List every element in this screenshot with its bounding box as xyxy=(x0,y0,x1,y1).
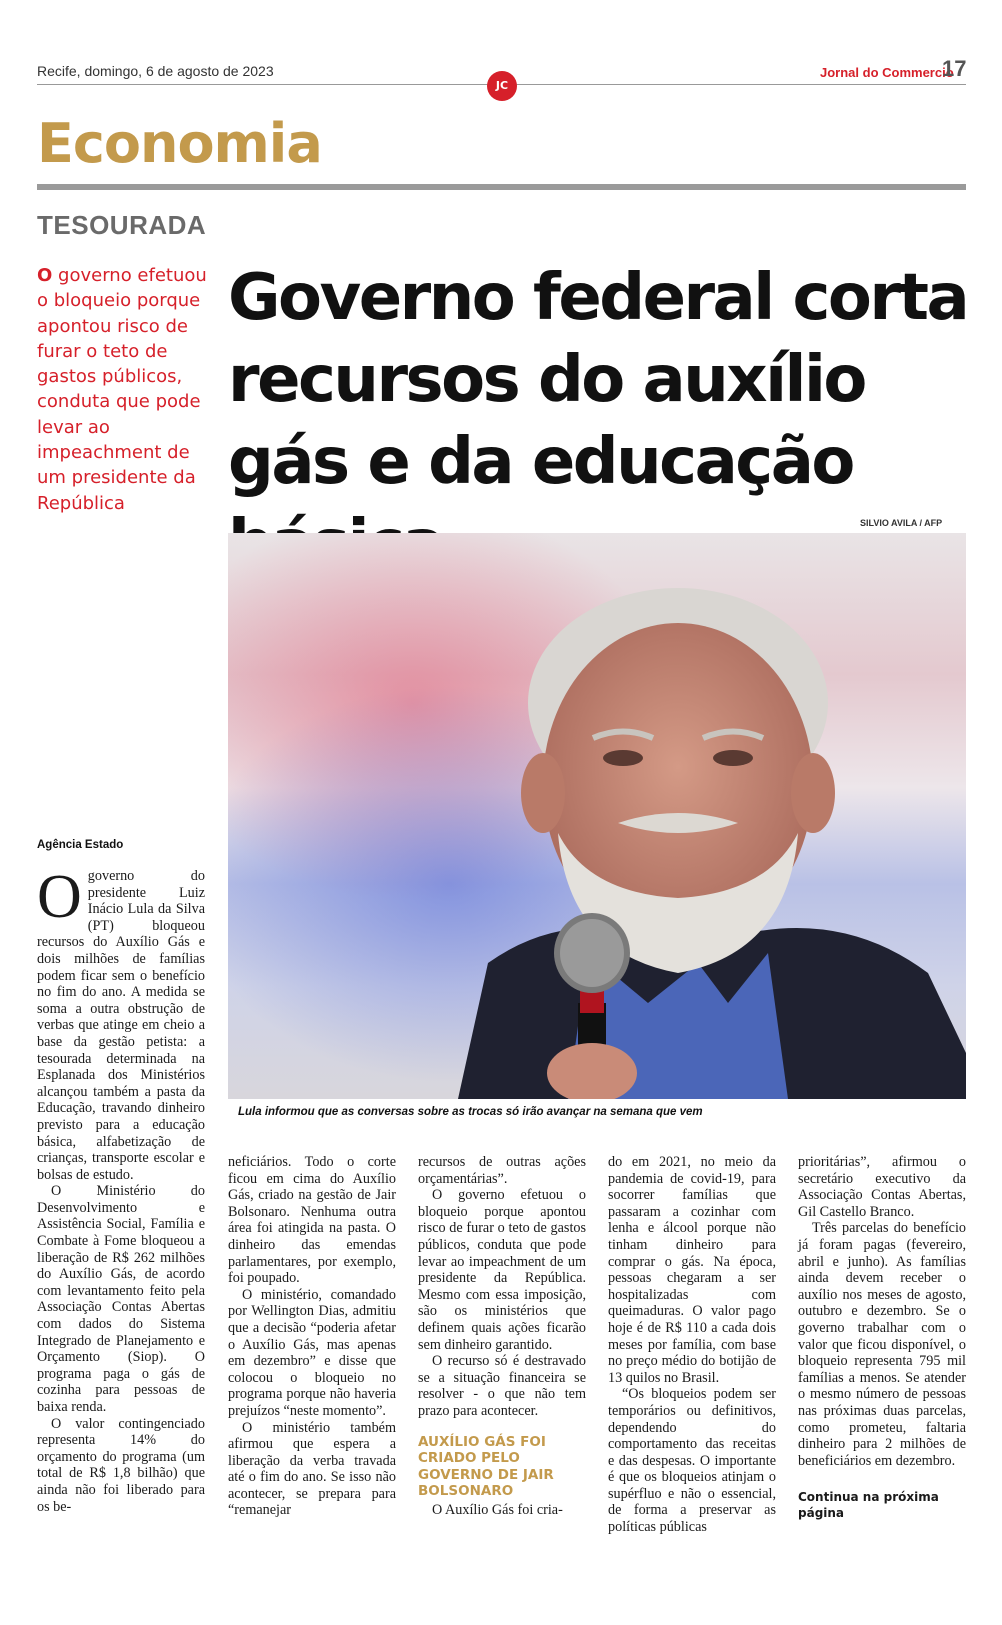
photo-caption: Lula informou que as conversas sobre as trocas só irão avançar na semana que vem xyxy=(238,1106,703,1118)
article-paragraph: O ministério também afirmou que espera a liberação da verba travada até o fim do ano. Se isso não acontecer, se prepara para “remanejar xyxy=(228,1419,396,1519)
article-paragraph: O governo efetuou o bloqueio porque apontou risco de furar o teto de gastos públicos, conduta que pode levar ao impeachment de um presidente da República. Mesmo com essa imposição, são os ministérios que definem quais ações ficarão sem dinheiro garantido. xyxy=(418,1187,586,1353)
article-paragraph: O ministério, comandado por Wellington Dias, admitiu que a decisão “poderia afetar o Auxílio Gás, mas apenas em dezembro” e disse que colocou o bloqueio no programa porque não haveria prejuízos “neste momento”. xyxy=(228,1286,396,1419)
article-paragraph: prioritárias”, afirmou o secretário executivo da Associação Contas Abertas, Gil Castello Branco. xyxy=(798,1154,966,1220)
standfirst-text: governo efetuou o bloqueio porque apontou risco de furar o teto de gastos públicos, conduta que pode levar ao impeachment de um presidente da República xyxy=(37,265,207,514)
standfirst-lead: O xyxy=(37,265,53,286)
drop-cap: O xyxy=(37,863,82,931)
article-paragraph: O Ministério do Desenvolvimento e Assistência Social, Família e Combate à Fome bloqueou a liberação de R$ 262 milhões do Auxílio Gás, de acordo com levantamento feito pela Associação Contas Abertas com dados do Sistema Integrado de Planejamento e Orçamento (Siop). O programa paga o gás de cozinha para pessoas de baixa renda. xyxy=(37,1183,205,1415)
article-paragraph: Ogoverno do presidente Luiz Inácio Lula da Silva (PT) bloqueou recursos do Auxílio Gás e dois milhões de famílias podem ficar sem o benefício no fim do ano. A medida se soma a outra obstrução de verbas que atinge em cheio a base da gestão petista: a tesourada determinada na Esplanada dos Ministérios alcançou também a pasta da Educação, travando dinheiro previsto para a educação básica, alfabetização de crianças, transporte escolar e bolsas de estudo. xyxy=(37,863,205,1183)
page-number: 17 xyxy=(942,56,967,81)
jc-logo: JC xyxy=(487,71,517,101)
dateline: Recife, domingo, 6 de agosto de 2023 xyxy=(37,63,274,79)
article-column-5 xyxy=(798,1154,966,1521)
article-column-1 xyxy=(37,863,205,1515)
article-paragraph: O recurso só é destravado se a situação financeira se resolver - o que não tem prazo para acontecer. xyxy=(418,1353,586,1419)
article-paragraph: neficiários. Todo o corte ficou em cima do Auxílio Gás, criado na gestão de Jair Bolsonaro. Nenhuma outra área foi atingida na pasta. O dinheiro das emendas parlamentares, por exemplo, foi poupado. xyxy=(228,1154,396,1287)
article-paragraph: recursos de outras ações orçamentárias”. xyxy=(418,1154,586,1187)
continued-link[interactable]: Continua na próxima página xyxy=(798,1490,939,1521)
news-photo xyxy=(228,533,966,1099)
section-divider xyxy=(37,184,966,190)
article-column-2 xyxy=(228,1154,396,1519)
article-paragraph: O Auxílio Gás foi cria- xyxy=(432,1501,563,1518)
standfirst xyxy=(37,263,207,516)
article-paragraph: O valor contingenciado representa 14% do orçamento do programa (um total de R$ 1,8 bilhão) que ainda não foi liberado para os be- xyxy=(37,1415,205,1515)
article-column-3 xyxy=(418,1154,586,1518)
kicker: TESOURADA xyxy=(37,210,207,240)
subhead: AUXÍLIO GÁS FOI CRIADO PELO GOVERNO DE JAIR BOLSONARO xyxy=(418,1433,554,1500)
newspaper-name: Jornal do Commercio xyxy=(820,65,954,80)
article-paragraph: “Os bloqueios podem ser temporários ou definitivos, dependendo do comportamento das receitas e das despesas. O importante é que os bloqueios atinjam o supérfluo e não o essencial, de forma a preservar as políticas públicas xyxy=(608,1386,776,1536)
article-paragraph: Três parcelas do benefício já foram pagas (fevereiro, abril e junho). As famílias ainda devem receber o auxílio nos meses de agosto, outubro e dezembro. Se o governo trabalhar com o valor que ficou disponível, o bloqueio representa 795 mil famílias a menos. Se atender o mesmo número de pessoas nas próximas duas parcelas, como prometeu, faltaria dinheiro para 2 milhões de beneficiários em dezembro. xyxy=(798,1220,966,1469)
article-column-4 xyxy=(608,1154,776,1536)
photo-credit: SILVIO AVILA / AFP xyxy=(860,518,943,528)
section-title: Economia xyxy=(37,112,322,175)
headline: Governo federal corta recursos do auxílio gás e da educação xyxy=(228,261,968,499)
article-paragraph: do em 2021, no meio da pandemia de covid-19, para socorrer famílias que passaram a cozinhar com lenha e álcool porque não tinham dinheiro para comprar o gás. Na época, pessoas chegaram a ser hospitalizadas com queimaduras. O valor pago hoje é de R$ 110 a cada dois meses por família, com base no preço médio do botijão de 13 quilos no Brasil. xyxy=(608,1154,776,1386)
byline: Agência Estado xyxy=(37,839,124,851)
